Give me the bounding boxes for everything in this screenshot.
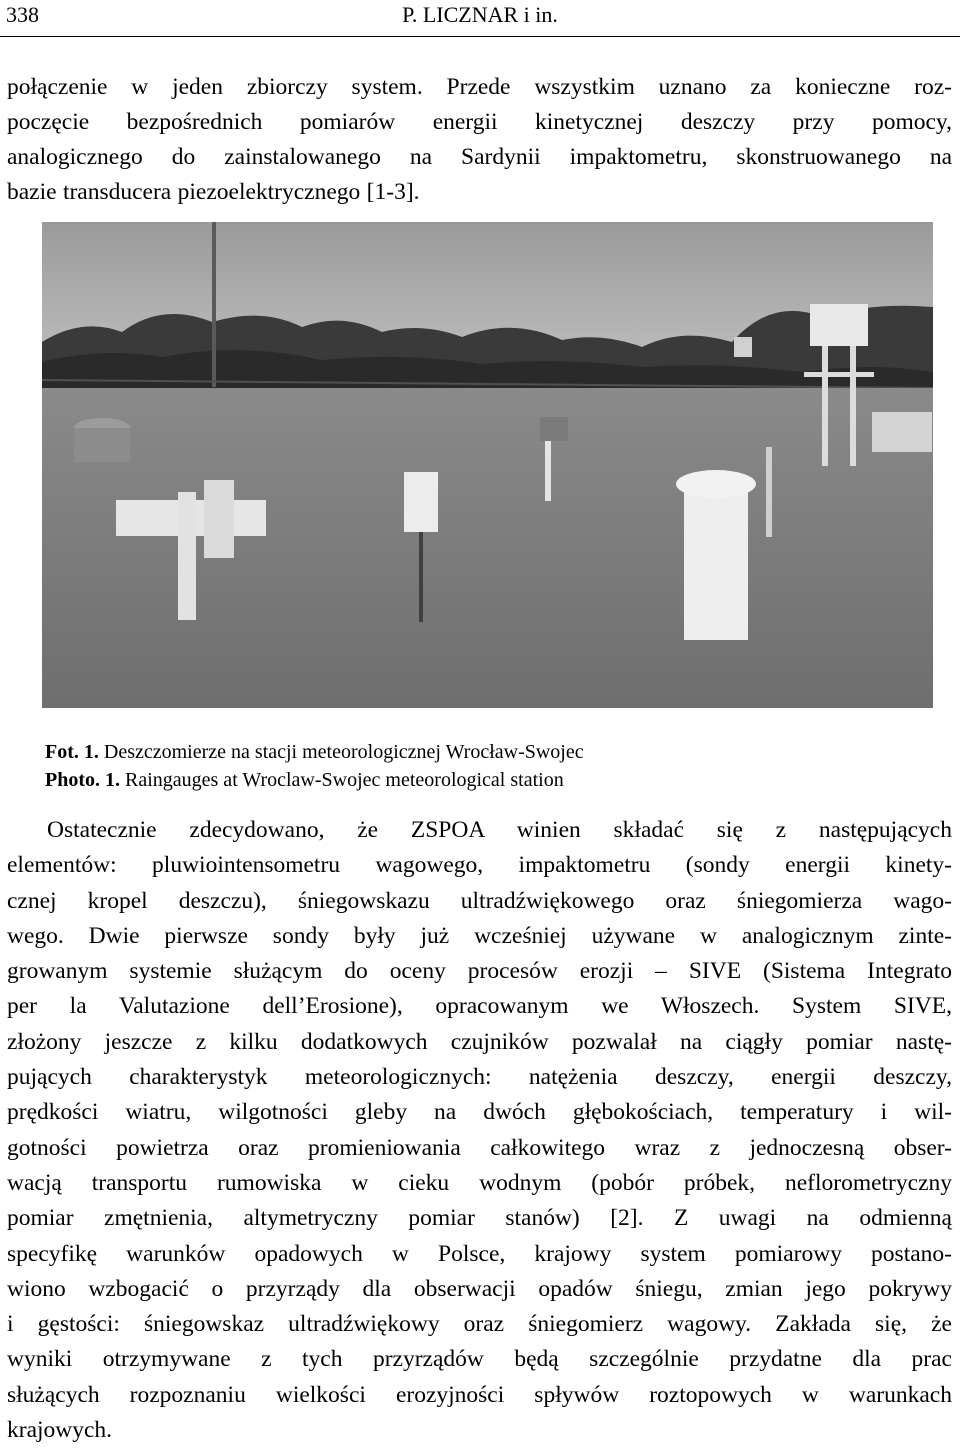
text-line: złożony jeszcze z kilku dodatkowych czujników pozwalał na ciągły pomiar nastę- [7,1028,952,1055]
caption-text: Raingauges at Wroclaw-Swojec meteorological station [120,769,564,791]
text-line: służących rozpoznaniu wielkości erozyjności spływów roztopowych w warunkach [7,1381,952,1408]
text-line: połączenie w jeden zbiorczy system. Przede wszystkim uznano za konieczne roz- [7,74,952,100]
text-line: elementów: pluwiointensometru wagowego, impaktometru (sondy energii kinety- [7,852,952,879]
text-line: analogicznego do zainstalowanego na Sardynii impaktometru, skonstruowanego na [7,144,952,170]
text-line: bazie transducera piezoelektrycznego [1-3]. [7,179,420,205]
text-line: growanym systemie służącym do oceny procesów erozji – SIVE (Sistema Integrato [7,958,952,985]
text-line: per la Valutazione dell’Erosione), opracowanym we Włoszech. System SIVE, [7,993,952,1020]
page-number: 338 [6,2,39,27]
running-title: P. LICZNAR i in. [402,2,558,27]
text-line: cznej kropel deszczu), śniegowskazu ultradźwiękowego oraz śniegomierza wago- [7,887,952,914]
paragraph-main [7,813,952,1448]
text-line: prędkości wiatru, wilgotności gleby na dwóch głębokościach, temperatury i wil- [7,1099,952,1126]
page-header [0,0,960,37]
station-photo [42,222,933,708]
text-line: wacją transportu rumowiska w cieku wodnym (pobór próbek, neflorometryczny [7,1169,952,1196]
text-line: specyfikę warunków opadowych w Polsce, krajowy system pomiarowy postano- [7,1240,952,1267]
text-line: wego. Dwie pierwsze sondy były już wcześniej używane w analogicznym zinte- [7,922,952,949]
figure-caption-en [45,766,564,794]
text-line: gotności powietrza oraz promieniowania całkowitego wraz z jednoczesną obser- [7,1134,952,1161]
figure-caption-pl [45,738,584,766]
text-line: poczęcie bezpośrednich pomiarów energii kinetycznej deszczy przy pomocy, [7,109,952,135]
text-line: i gęstości: śniegowskaz ultradźwiękowy oraz śniegomierz wagowy. Zakłada się, że [7,1311,952,1338]
caption-text: Deszczomierze na stacji meteorologicznej Wrocław-Swojec [98,741,584,763]
text-line: pujących charakterystyk meteorologicznych: natężenia deszczy, energii deszczy, [7,1064,952,1091]
text-line: Ostatecznie zdecydowano, że ZSPOA winien składać się z następujących [47,817,952,843]
text-line: wiono wzbogacić o przyrządy dla obserwacji opadów śniegu, zmian jego pokrywy [7,1275,952,1302]
text-line: pomiar zmętnienia, altymetryczny pomiar stanów) [2]. Z uwagi na odmienną [7,1205,952,1232]
caption-label: Photo. 1. [45,769,120,791]
text-line: krajowych. [7,1417,113,1444]
text-line: wyniki otrzymywane z tych przyrządów będą szczególnie przydatne dla prac [7,1346,952,1373]
caption-label: Fot. 1. [45,741,99,763]
paragraph-intro [7,70,952,210]
